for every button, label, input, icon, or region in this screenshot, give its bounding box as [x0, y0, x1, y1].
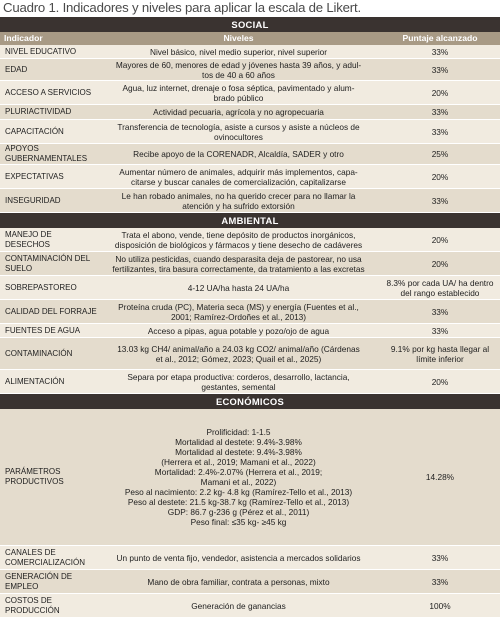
levels-line: fertilizantes, tira basura correctamente, da tratamiento a las excretas — [112, 263, 365, 274]
table-row — [0, 324, 500, 338]
table-row — [0, 594, 500, 618]
table-row — [0, 105, 500, 120]
score-cell: 33% — [431, 325, 449, 336]
column-header-levels: Niveles — [223, 33, 254, 43]
levels-line: Le han robado animales, no ha querido crecer para no llamar la — [121, 190, 356, 201]
table-row — [0, 189, 500, 213]
score-cell: 9.1% por kg hasta llegar al límite inferior — [390, 343, 490, 364]
table-row — [0, 165, 500, 189]
table-row — [0, 276, 500, 300]
table-row — [0, 409, 500, 546]
levels-line: Mano de obra familiar, contrata a personas, mixto — [147, 576, 330, 587]
column-header-indicator: Indicador — [4, 33, 43, 43]
levels-cell — [97, 60, 380, 80]
levels-cell — [97, 230, 380, 250]
indicator-cell: PARÁMETROS PRODUCTIVOS — [5, 467, 64, 486]
indicator-cell: MANEJO DE DESECHOS — [5, 229, 52, 249]
indicator-cell: CAPACITACIÓN — [5, 126, 64, 136]
section-header: AMBIENTAL — [0, 213, 500, 228]
table-row — [0, 59, 500, 81]
table-row — [0, 338, 500, 370]
table-row — [0, 546, 500, 570]
score-cell: 100% — [429, 600, 451, 611]
table-row — [0, 228, 500, 252]
levels-line: Peso final: ≤35 kg- ≥45 kg — [190, 517, 287, 527]
levels-line: No utiliza pesticidas, cuando desparasita deja de pastorear, no usa — [115, 253, 362, 264]
levels-cell — [97, 372, 380, 392]
section-header: ECONÓMICOS — [0, 394, 500, 409]
levels-cell — [97, 107, 380, 117]
table-row — [0, 570, 500, 594]
levels-line: Aumentar número de animales, adquirir más implementos, capa- — [119, 166, 358, 177]
levels-line: Trata el abono, vende, tiene depósito de productos inorgánicos, — [121, 229, 356, 240]
indicator-cell: ALIMENTACIÓN — [5, 376, 65, 386]
levels-line: 4-12 UA/ha hasta 24 UA/ha — [187, 282, 290, 293]
levels-cell — [97, 149, 380, 159]
levels-line: 2001; Ramírez-Ordoñes et al., 2013) — [170, 311, 307, 322]
levels-line: Prolificidad: 1-1.5 — [206, 427, 271, 437]
score-cell: 20% — [431, 376, 449, 387]
levels-cell — [97, 254, 380, 274]
indicator-cell: EDAD — [5, 64, 28, 74]
indicator-cell: CANALES DE COMERCIALIZACIÓN — [5, 547, 86, 567]
levels-cell — [97, 577, 380, 587]
levels-cell — [97, 344, 380, 364]
table-row — [0, 300, 500, 324]
indicator-cell: EXPECTATIVAS — [5, 171, 64, 181]
section-header: SOCIAL — [0, 17, 500, 32]
levels-line: atención y ha sufrido extorsión — [182, 200, 295, 211]
levels-line: Generación de ganancias — [191, 600, 286, 611]
score-cell: 33% — [431, 306, 449, 317]
levels-cell — [97, 601, 380, 611]
indicator-cell: CALIDAD DEL FORRAJE — [5, 306, 97, 316]
levels-cell — [97, 122, 380, 142]
levels-cell — [97, 167, 380, 187]
levels-line: (Herrera et al., 2019; Mamani et al., 2022) — [161, 457, 316, 467]
score-cell: 14.28% — [425, 472, 455, 482]
score-cell: 33% — [431, 46, 449, 57]
levels-line: Mortalidad: 2.4%-2.07% (Herrera et al., 2019; — [154, 467, 323, 477]
table-row — [0, 370, 500, 394]
score-cell: 33% — [431, 195, 449, 206]
levels-line: GDP: 86.7 g-236 g (Pérez et al., 2011) — [167, 507, 310, 517]
levels-line: Mortalidad al destete: 9.4%-3.98% — [175, 447, 302, 457]
levels-line: Proteína cruda (PC), Materia seca (MS) y energía (Fuentes et al., — [118, 301, 359, 312]
score-cell: 33% — [431, 576, 449, 587]
indicator-cell: NIVEL EDUCATIVO — [5, 46, 77, 56]
score-cell: 33% — [431, 552, 449, 563]
score-cell: 20% — [431, 234, 449, 245]
table-row — [0, 81, 500, 105]
indicator-cell: FUENTES DE AGUA — [5, 325, 81, 335]
levels-cell — [97, 83, 380, 103]
levels-line: Peso al nacimiento: 2.2 kg- 4.8 kg (Ramírez-Tello et al., 2013) — [124, 487, 353, 497]
levels-line: et al., 2012; Gómez, 2023; Quail et al., 2025) — [155, 353, 322, 364]
likert-table — [0, 17, 500, 618]
levels-cell — [97, 427, 380, 527]
score-cell: 8.3% por cada UA/ ha dentro del rango establecido — [386, 277, 494, 298]
levels-cell — [97, 326, 380, 336]
levels-line: ovinocultores — [214, 131, 263, 142]
score-cell: 25% — [431, 149, 449, 159]
levels-cell — [97, 553, 380, 563]
levels-line: 13.03 kg CH4/ animal/año a 24.03 kg CO2/ animal/año (Cárdenas — [117, 343, 360, 354]
levels-line: brado público — [213, 92, 264, 103]
indicator-cell: CONTAMINACIÓN DEL SUELO — [5, 253, 90, 273]
levels-line: Agua, luz internet, drenaje o fosa séptica, pavimentado y alum- — [122, 82, 355, 93]
levels-line: citarse y buscar canales de comercialización, capitalizarse — [131, 176, 346, 187]
table-caption: Cuadro 1. Indicadores y niveles para aplicar la escala de Likert. — [3, 0, 361, 15]
levels-line: disposición de biológicos y fármacos y tiene desecho de cadáveres — [114, 239, 363, 250]
indicator-cell: GENERACIÓN DE EMPLEO — [5, 571, 73, 591]
indicator-cell: APOYOS GUBERNAMENTALES — [5, 144, 88, 163]
levels-line: Transferencia de tecnología, asiste a cursos y asiste a núcleos de — [117, 121, 360, 132]
levels-cell — [97, 191, 380, 211]
column-header-row — [0, 32, 500, 45]
levels-line: Mortalidad al destete: 9.4%-3.98% — [175, 437, 302, 447]
score-cell: 33% — [431, 126, 449, 137]
levels-line: Mamani et al., 2022) — [200, 477, 277, 487]
indicator-cell: SOBREPASTOREO — [5, 282, 77, 292]
score-cell: 20% — [431, 258, 449, 269]
levels-line: Peso al destete: 21.5 kg-38.7 kg (Ramírez-Tello et al., 2013) — [127, 497, 350, 507]
levels-line: Nivel básico, nivel medio superior, nivel superior — [149, 46, 328, 57]
levels-line: Actividad pecuaria, agrícola y no agropecuaria — [153, 107, 324, 117]
indicator-cell: INSEGURIDAD — [5, 195, 61, 205]
score-cell: 20% — [431, 171, 449, 182]
column-header-score: Puntaje alcanzado — [402, 33, 478, 43]
levels-cell — [97, 283, 380, 293]
levels-line: tos de 40 a 60 años — [202, 69, 275, 80]
levels-line: Recibe apoyo de la CORENADR, Alcaldía, SADER y otro — [133, 149, 344, 159]
levels-cell — [97, 302, 380, 322]
table-row — [0, 45, 500, 59]
score-cell: 33% — [431, 107, 449, 117]
levels-line: gestantes, semental — [201, 381, 276, 392]
indicator-cell: CONTAMINACIÓN — [5, 348, 73, 358]
table-row — [0, 252, 500, 276]
table-row — [0, 144, 500, 165]
levels-line: Un punto de venta fijo, vendedor, asistencia a mercados solidarios — [116, 552, 361, 563]
indicator-cell: PLURIACTIVIDAD — [5, 107, 72, 117]
levels-line: Mayores de 60, menores de edad y jóvenes hasta 39 años, y adul- — [115, 59, 362, 70]
score-cell: 33% — [431, 64, 449, 75]
levels-line: Separa por etapa productiva: corderos, desarrollo, lactancia, — [127, 371, 350, 382]
table-row — [0, 120, 500, 144]
score-cell: 20% — [431, 87, 449, 98]
indicator-cell: COSTOS DE PRODUCCIÓN — [5, 595, 60, 615]
levels-line: Acceso a pipas, agua potable y pozo/ojo de agua — [147, 325, 330, 336]
levels-cell — [97, 47, 380, 57]
indicator-cell: ACCESO A SERVICIOS — [5, 87, 92, 97]
